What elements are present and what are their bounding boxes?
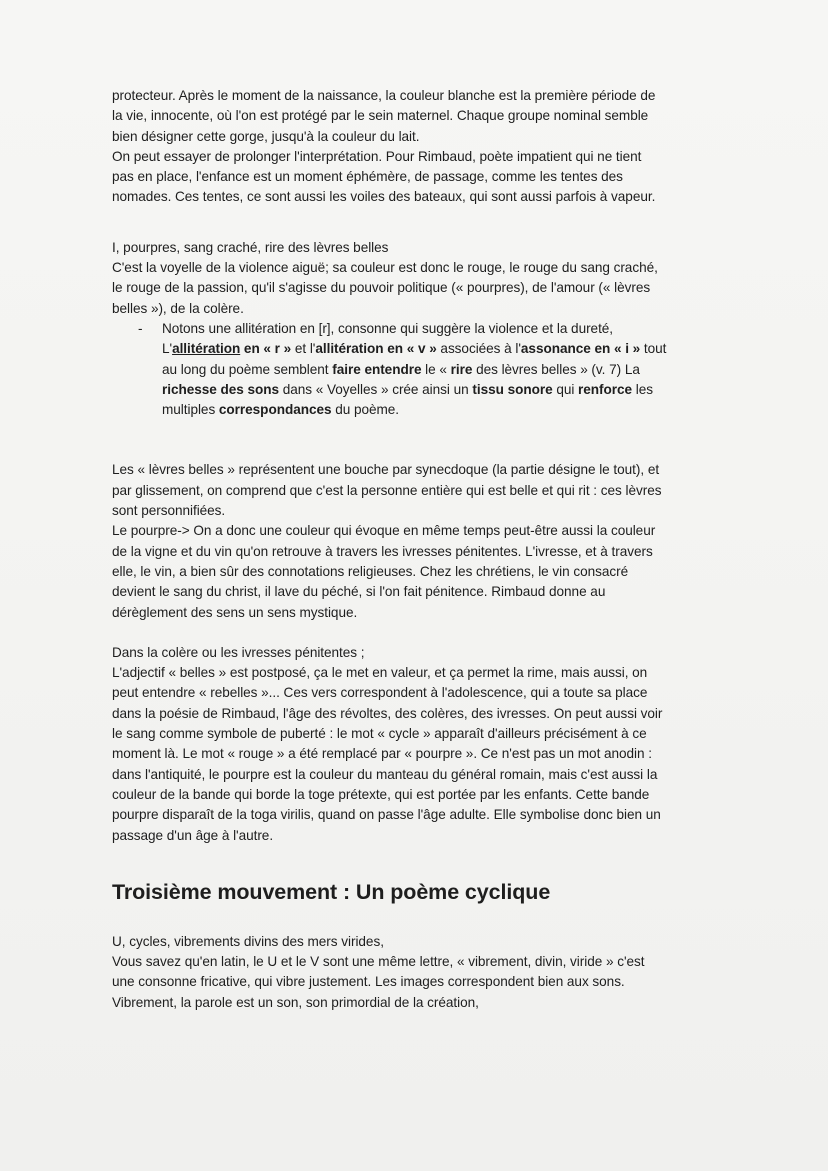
paragraph-violence xyxy=(112,258,740,319)
text-line: Vous savez qu'en latin, le U et le V sont une même lettre, « vibrement, divin, viride » c'est xyxy=(112,954,645,970)
text-line: une consonne fricative, qui vibre justement. Les images correspondent bien aux sons. xyxy=(112,974,625,990)
text-run: et l' xyxy=(291,341,316,357)
text-run: des lèvres belles » (v. 7) La xyxy=(472,361,640,377)
text-run: le « xyxy=(421,361,451,377)
text-line: belles »), de la colère. xyxy=(112,300,244,316)
text-run: dans « Voyelles » crée ainsi un xyxy=(279,381,473,397)
text-line: dans l'antiquité, le pourpre est la couleur du manteau du général romain, mais c'est aussi la xyxy=(112,766,658,782)
text-line: protecteur. Après le moment de la naissance, la couleur blanche est la première période de xyxy=(112,88,656,103)
paragraph-interpretation xyxy=(112,147,740,208)
text-line: On peut essayer de prolonger l'interprétation. Pour Rimbaud, poète impatient qui ne tient xyxy=(112,148,642,164)
text-line: pas en place, l'enfance est un moment éphémère, de passage, comme les tentes des xyxy=(112,169,623,185)
emphasis: correspondances xyxy=(218,402,332,418)
text-line: moment là. Le mot « rouge » a été remplacé par « pourpre ». Ce n'est pas un mot anodin : xyxy=(112,746,652,762)
text-line: couleur de la bande qui borde la toge prétexte, qui est portée par les enfants. Cette bande xyxy=(112,786,650,802)
text-line: L'adjectif « belles » est postposé, ça le met en valeur, et ça permet la rime, mais aussi, on xyxy=(112,665,648,681)
paragraph-latin xyxy=(112,952,740,1013)
verse-quote-colere: Dans la colère ou les ivresses pénitentes ; xyxy=(112,644,365,660)
emphasis: tissu sonore xyxy=(472,381,553,397)
text-line: la vie, innocente, où l'on est protégé par le sein maternel. Chaque groupe nominal semble xyxy=(112,108,649,124)
verse-quote-u: U, cycles, vibrements divins des mers virides, xyxy=(112,933,384,949)
text-run: du poème. xyxy=(331,402,400,418)
emphasis: allitération en « v » xyxy=(315,341,437,357)
paragraph-synecdoque xyxy=(112,460,740,521)
text-line: sont personnifiées. xyxy=(112,503,226,519)
text-line: passage d'un âge à l'autre. xyxy=(112,827,274,843)
emphasis: faire entendre xyxy=(332,361,422,377)
emphasis: rire xyxy=(450,361,473,377)
text-line: le sang comme symbole de puberté : le mot « cycle » apparaît d'ailleurs précisément à ce xyxy=(112,726,647,742)
document-body xyxy=(112,86,740,1013)
text-run: qui xyxy=(552,381,579,397)
text-line: peut entendre « rebelles »... Ces vers correspondent à l'adolescence, qui a toute sa place xyxy=(112,685,648,701)
text-line: par glissement, on comprend que c'est la personne entière qui est belle et qui rit : ces lèvres xyxy=(112,482,662,498)
text-line: bien désigner cette gorge, jusqu'à la couleur du lait. xyxy=(112,128,420,144)
emphasis: en « r » xyxy=(240,341,292,357)
text-run: les xyxy=(632,381,654,397)
text-line: C'est la voyelle de la violence aiguë; sa couleur est donc le rouge, le rouge du sang craché, xyxy=(112,260,658,276)
emphasis-underlined: allitération xyxy=(172,341,241,357)
text-line: dans la poésie de Rimbaud, l'âge des révoltes, des colères, des ivresses. On peut aussi voir xyxy=(112,705,663,721)
text-line: devient le sang du christ, il lave du péché, si l'on fait pénitence. Rimbaud donne au xyxy=(112,584,606,600)
text-line: Le pourpre-> On a donc une couleur qui évoque en même temps peut-être aussi la couleur xyxy=(112,523,656,539)
bullet-alliteration xyxy=(138,319,740,420)
text-line: le rouge de la passion, qu'il s'agisse du pouvoir politique (« pourpres), de l'amour (« lèvres xyxy=(112,280,651,296)
paragraph-adolescence xyxy=(112,663,740,846)
text-line: de la vigne et du vin qu'on retrouve à travers les ivresses pénitentes. L'ivresse, et à travers xyxy=(112,543,653,559)
text-run: au long du poème semblent xyxy=(162,361,333,377)
text-line: pourpre disparaît de la toga virilis, quand on passe l'âge adulte. Elle symbolise donc bien un xyxy=(112,807,661,823)
text-run: multiples xyxy=(162,402,219,418)
paragraph-white-childhood xyxy=(112,86,740,147)
verse-quote-i: I, pourpres, sang craché, rire des lèvres belles xyxy=(112,239,389,255)
text-line: elle, le vin, a bien sûr des connotations religieuses. Chez les chrétiens, le vin consacré xyxy=(112,563,629,579)
paragraph-pourpre xyxy=(112,521,740,622)
emphasis: renforce xyxy=(578,381,633,397)
text-line: Les « lèvres belles » représentent une bouche par synecdoque (la partie désigne le tout), et xyxy=(112,462,660,478)
text-run: tout xyxy=(640,341,667,357)
text-line: dérèglement des sens un sens mystique. xyxy=(112,604,358,620)
text-line: Vibrement, la parole est un son, son primordial de la création, xyxy=(112,994,479,1010)
emphasis: assonance en « i » xyxy=(520,341,641,357)
bullet-dash: - xyxy=(138,320,143,336)
text-run: associées à l' xyxy=(436,341,521,357)
section-heading: Troisième mouvement : Un poème cyclique xyxy=(112,879,551,904)
text-line: Notons une allitération en [r], consonne qui suggère la violence et la dureté, xyxy=(162,320,614,336)
emphasis: richesse des sons xyxy=(162,381,280,397)
text-line: nomades. Ces tentes, ce sont aussi les voiles des bateaux, qui sont aussi parfois à vapeur. xyxy=(112,189,656,205)
text-run: L' xyxy=(162,341,173,357)
